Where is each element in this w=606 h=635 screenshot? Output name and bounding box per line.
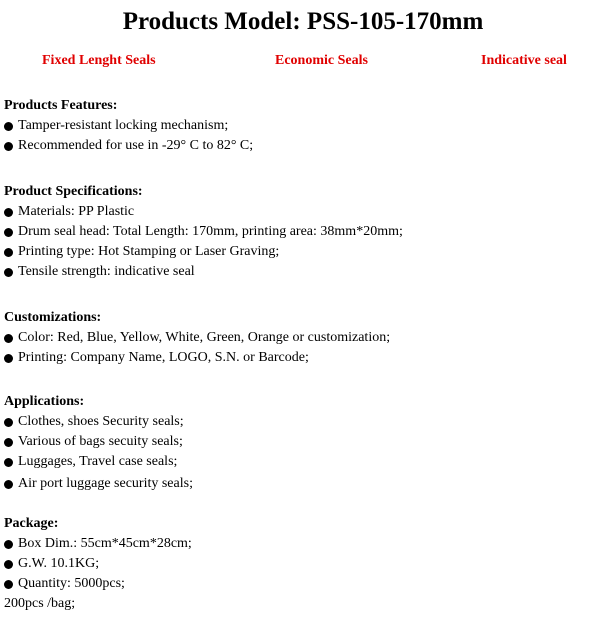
bullet-icon [4, 268, 13, 277]
list-item-text: Box Dim.: 55cm*45cm*28cm; [18, 536, 192, 551]
page-title: Products Model: PSS-105-170mm [122, 8, 484, 35]
list-item-text: G.W. 10.1KG; [18, 556, 100, 571]
list-item-text: Tensile strength: indicative seal [18, 264, 195, 279]
bullet-icon [4, 458, 13, 467]
list-item-text: Printing type: Hot Stamping or Laser Graving; [18, 244, 280, 259]
list-item [4, 432, 602, 452]
list-item [4, 348, 602, 368]
applications-section [4, 392, 602, 494]
features-heading: Products Features: [4, 98, 118, 113]
list-item [4, 452, 602, 472]
package-heading: Package: [4, 516, 59, 531]
list-item-text: Drum seal head: Total Length: 170mm, printing area: 38mm*20mm; [18, 224, 403, 239]
list-item-text: Various of bags secuity seals; [18, 434, 183, 449]
bullet-icon [4, 354, 13, 363]
specifications-heading: Product Specifications: [4, 184, 143, 199]
list-item [4, 202, 602, 222]
bullet-icon [4, 208, 13, 217]
package-note: 200pcs /bag; [4, 596, 76, 611]
package-section [4, 514, 602, 614]
bullet-icon [4, 480, 13, 489]
customizations-section [4, 308, 602, 368]
list-item [4, 136, 602, 156]
bullet-icon [4, 122, 13, 131]
link-economic-seals[interactable]: Economic Seals [275, 53, 368, 68]
list-item [4, 534, 602, 554]
features-section [4, 96, 602, 156]
list-item-text: Air port luggage security seals; [18, 476, 193, 491]
list-item [4, 116, 602, 136]
customizations-heading: Customizations: [4, 310, 102, 325]
list-item [4, 474, 602, 494]
product-category-links [0, 52, 606, 72]
bullet-icon [4, 418, 13, 427]
list-item [4, 222, 602, 242]
specifications-section [4, 182, 602, 282]
list-item-text: Printing: Company Name, LOGO, S.N. or Barcode; [18, 350, 309, 365]
bullet-icon [4, 560, 13, 569]
list-item-text: Recommended for use in -29° C to 82° C; [18, 138, 254, 153]
list-item [4, 554, 602, 574]
bullet-icon [4, 248, 13, 257]
list-item [4, 242, 602, 262]
list-item-text: Quantity: 5000pcs; [18, 576, 125, 591]
bullet-icon [4, 228, 13, 237]
applications-heading: Applications: [4, 394, 85, 409]
list-item [4, 328, 602, 348]
list-item-text: Color: Red, Blue, Yellow, White, Green, Orange or customization; [18, 330, 391, 345]
bullet-icon [4, 334, 13, 343]
link-indicative-seal[interactable]: Indicative seal [481, 53, 567, 68]
bullet-icon [4, 540, 13, 549]
bullet-icon [4, 580, 13, 589]
list-item-text: Materials: PP Plastic [18, 204, 135, 219]
list-item-text: Tamper-resistant locking mechanism; [18, 118, 229, 133]
list-item [4, 262, 602, 282]
bullet-icon [4, 142, 13, 151]
list-item-text: Clothes, shoes Security seals; [18, 414, 184, 429]
list-item [4, 412, 602, 432]
link-fixed-length-seals[interactable]: Fixed Lenght Seals [42, 53, 156, 68]
list-item-text: Luggages, Travel case seals; [18, 454, 178, 469]
list-item [4, 574, 602, 594]
bullet-icon [4, 438, 13, 447]
